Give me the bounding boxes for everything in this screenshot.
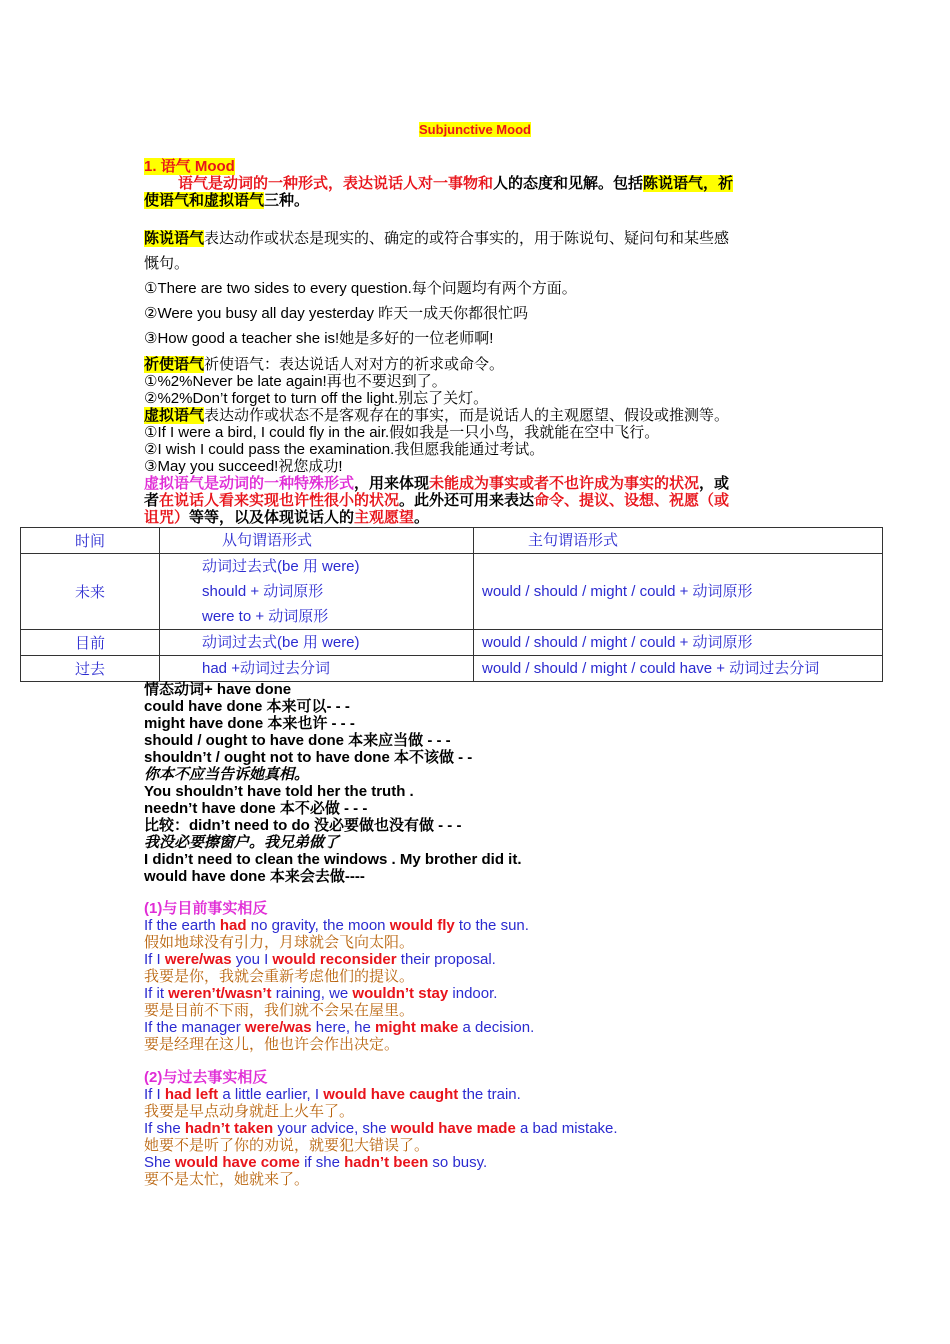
example-sentence: If I were/was you I would reconsider their proposal. (144, 951, 496, 968)
example-sentence: If she hadn’t taken your advice, she would have made a bad mistake. (144, 1120, 618, 1137)
example-sentence: She would have come if she hadn’t been so busy. (144, 1154, 488, 1171)
subjunctive-forms-table (20, 527, 883, 682)
example-translation: 她要不是听了你的劝说，就要犯大错误了。 (144, 1137, 430, 1154)
example-translation: 假如地球没有引力，月球就会飞向太阳。 (144, 934, 415, 951)
example: ②%2%Don’t forget to turn off the light.别忘了关灯。 (144, 390, 489, 407)
example: ①If I were a bird, I could fly in the air.假如我是一只小鸟，我就能在空中飞行。 (144, 424, 660, 441)
table-header-cell: 时间 (21, 528, 160, 554)
term-imperative: 祈使语气 (144, 356, 205, 373)
table-header-row (21, 528, 883, 554)
table-cell-clause: 动词过去式(be 用 were) should + 动词原形 were to + 动词原形 (160, 554, 474, 630)
table-header-cell: 主句谓语形式 (474, 528, 883, 554)
example-sentence: If I had left a little earlier, I would have caught the train. (144, 1086, 521, 1103)
example: ③How good a teacher she is!她是多好的一位老师啊! (144, 330, 494, 347)
indicative-mood-block: 陈说语气表达动作或状态是现实的、确定的或符合事实的，用于陈说句、疑问句和某些感 慨句。 ①There are two sides to every question.每个问题均有两个方面。 ②Were you busy all day yesterday 昨天一成天你都很忙吗 ③How good a teacher she is!她是多好的一位老师啊! (144, 226, 814, 351)
table-row (21, 554, 883, 630)
subsection-heading: (1)与目前事实相反 (144, 900, 268, 917)
example: ①%2%Never be late again!再也不要迟到了。 (144, 373, 447, 390)
example-sentence: If the manager were/was here, he might make a decision. (144, 1019, 535, 1036)
term-subjunctive: 虚拟语气 (144, 407, 205, 424)
subsection-heading: (2)与过去事实相反 (144, 1069, 268, 1086)
document-title: Subjunctive Mood (419, 122, 531, 137)
example: ②I wish I could pass the examination.我但愿我能通过考试。 (144, 441, 545, 458)
table-cell-time: 未来 (21, 554, 160, 630)
example-translation: 要是目前不下雨，我们就不会呆在屋里。 (144, 1002, 415, 1019)
example-translation: 我要是早点动身就赶上火车了。 (144, 1103, 355, 1120)
table-header-cell: 从句谓语形式 (160, 528, 474, 554)
table-cell-time: 目前 (21, 630, 160, 656)
table-cell-time: 过去 (21, 656, 160, 682)
modal-have-done-block: 情态动词+ have done could have done 本来可以- - - might have done 本来也许 - - - should / ought to have done 本来应当做 - - - shouldn’t / ought not to have done 本不该做 - - 你本不应当告诉她真相。 You shouldn’t have told her the truth . needn’t have done 本不必做 - - - 比较：didn’t need to do 没必要做也没有做 - - - 我没必要擦窗户。我兄弟做了 I didn’t need to clean the windows . My brother did it. would have done 本来会去做---- (144, 681, 522, 885)
imperative-subjunctive-block: 祈使语气祈使语气：表达说话人对对方的祈求或命令。 ①%2%Never be late again!再也不要迟到了。 ②%2%Don’t forget to turn off the light.别忘了关灯。 虚拟语气表达动作或状态不是客观存在的事实，而是说话人的主观愿望、假设或推测等。 ①If I were a bird, I could fly in the air.假如我是一只小鸟，我就能在空中飞行。 ②I wish I could pass the examination.我但愿我能通过考试。 ③May you succeed!祝您成功! 虚拟语气是动词的一种特殊形式，用来体现未能成为事实或者不也许成为事实的状况，或 者在说话人看来实现也许性很小的状况。此外还可用来表达命令、提议、设想、祝愿（或 诅咒）等等，以及体现说话人的主观愿望。 (144, 356, 814, 526)
table-cell-clause: had +动词过去分词 (160, 656, 474, 682)
section-heading: 1. 语气 Mood (144, 158, 235, 175)
table-cell-main: would / should / might / could + 动词原形 (474, 554, 883, 630)
example-sentence: If the earth had no gravity, the moon would fly to the sun. (144, 917, 529, 934)
example-translation: 要是经理在这儿，他也许会作出决定。 (144, 1036, 400, 1053)
table-cell-clause: 动词过去式(be 用 were) (160, 630, 474, 656)
present-contrary-block (144, 900, 814, 1053)
table-cell-main: would / should / might / could have + 动词过去分词 (474, 656, 883, 682)
table-cell-main: would / should / might / could + 动词原形 (474, 630, 883, 656)
example: ③May you succeed!祝您成功! (144, 458, 343, 475)
table-row (21, 656, 883, 682)
example-translation: 我要是你，我就会重新考虑他们的提议。 (144, 968, 415, 985)
term-indicative: 陈说语气 (144, 230, 205, 247)
example: ①There are two sides to every question.每个问题均有两个方面。 (144, 280, 577, 297)
table-row (21, 630, 883, 656)
example: ②Were you busy all day yesterday 昨天一成天你都很忙吗 (144, 305, 529, 322)
example-sentence: If it weren’t/wasn’t raining, we wouldn’t stay indoor. (144, 985, 498, 1002)
example-translation: 要不是太忙，她就来了。 (144, 1171, 310, 1188)
section-mood-intro: 1. 语气 Mood 语气是动词的一种形式，表达说话人对一事物和人的态度和见解。包括陈说语气，祈 使语气和虚拟语气三种。 (144, 158, 734, 209)
past-contrary-block (144, 1069, 814, 1188)
